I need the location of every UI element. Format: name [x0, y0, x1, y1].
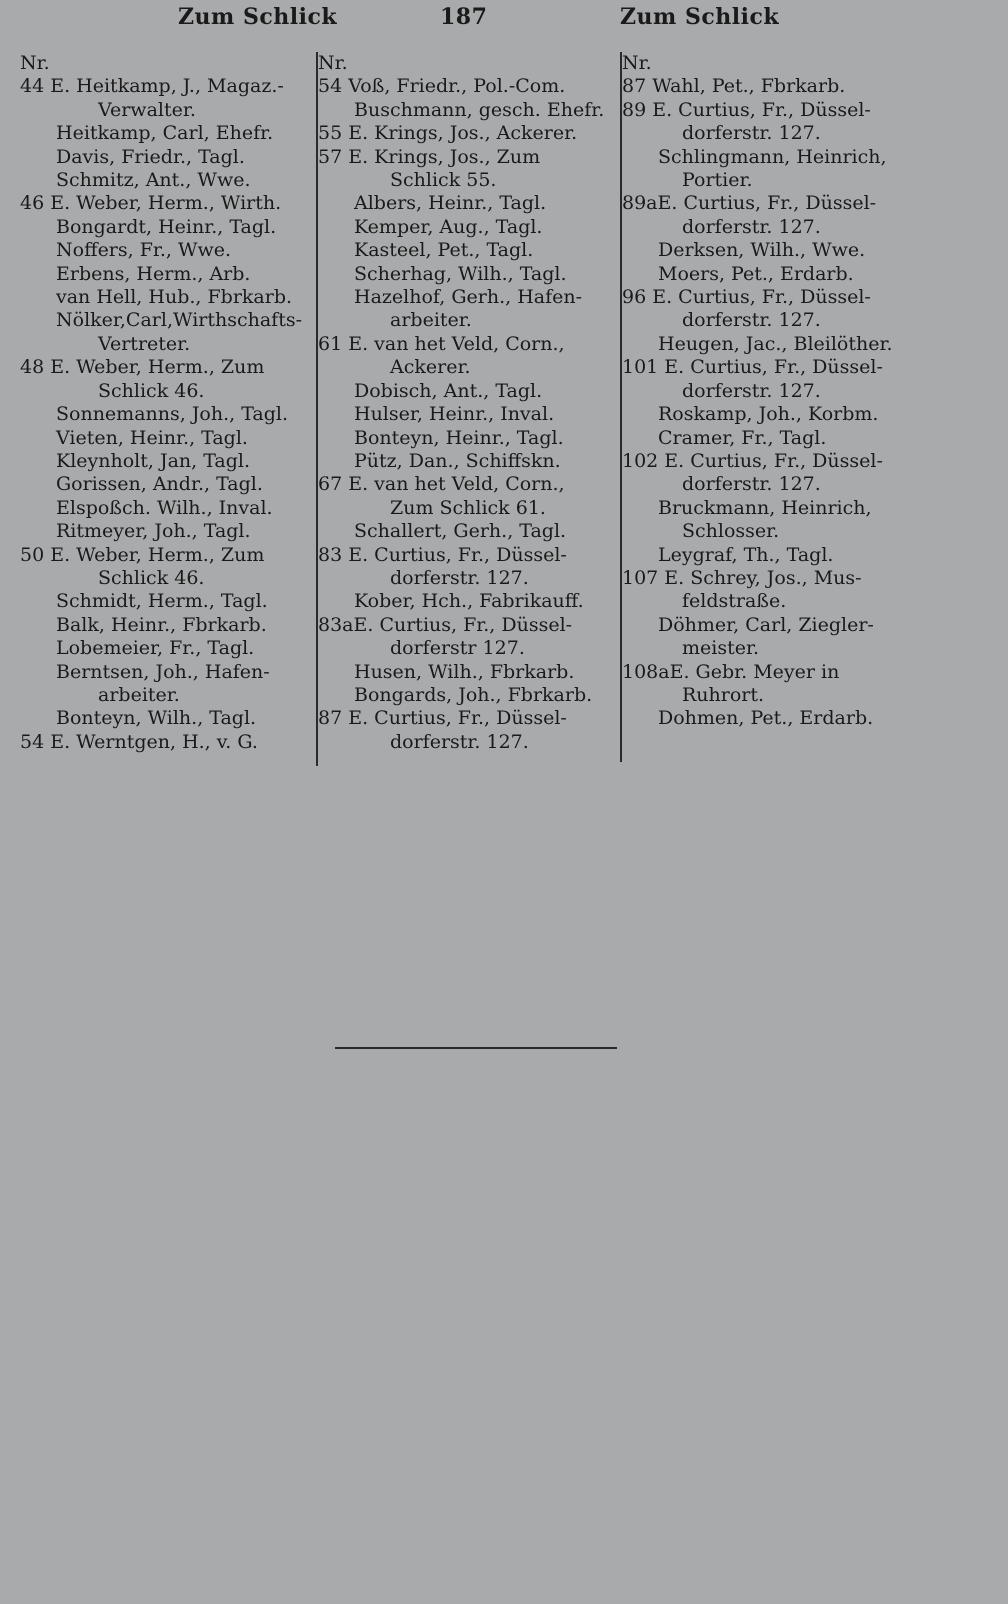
- entry-line: 89 E. Curtius, Fr., Düssel-: [622, 98, 871, 121]
- entry-line: Hazelhof, Gerh., Hafen-: [354, 286, 583, 309]
- entry-line: dorferstr. 127.: [682, 379, 821, 402]
- entry-line: 54 E. Werntgen, H., v. G.: [20, 730, 258, 753]
- entry-line: Heitkamp, Carl, Ehefr.: [56, 122, 274, 145]
- entry-line: 46 E. Weber, Herm., Wirth.: [20, 192, 282, 215]
- column-3: [622, 52, 922, 731]
- entry-line: Schallert, Gerh., Tagl.: [354, 520, 567, 543]
- entry-line: 108aE. Gebr. Meyer in: [622, 660, 840, 683]
- entry-line: Bonteyn, Heinr., Tagl.: [354, 426, 564, 449]
- entry-line: Bruckmann, Heinrich,: [658, 496, 872, 519]
- entry-line: Lobemeier, Fr., Tagl.: [56, 637, 255, 660]
- entry-line: Nölker,Carl,Wirthschafts-: [56, 309, 303, 332]
- entry-line: Hulser, Heinr., Inval.: [354, 403, 555, 426]
- entry-line: Elspoßch. Wilh., Inval.: [56, 496, 273, 519]
- entry-line: Albers, Heinr., Tagl.: [354, 192, 547, 215]
- entry-line: Berntsen, Joh., Hafen-: [56, 660, 270, 683]
- entry-line: Erbens, Herm., Arb.: [56, 262, 251, 285]
- page-number: 187: [440, 4, 488, 30]
- entry-line: dorferstr. 127.: [682, 215, 821, 238]
- entry-line: 57 E. Krings, Jos., Zum: [318, 145, 541, 168]
- entry-line: dorferstr. 127.: [682, 122, 821, 145]
- entry-line: 87 Wahl, Pet., Fbrkarb.: [622, 75, 846, 98]
- entry-line: 101 E. Curtius, Fr., Düssel-: [622, 356, 883, 379]
- entry-line: Kemper, Aug., Tagl.: [354, 215, 543, 238]
- column-heading: Nr.: [318, 52, 348, 74]
- entry-line: Verwalter.: [98, 98, 196, 121]
- entry-line: dorferstr 127.: [390, 637, 525, 660]
- entry-line: Schlick 46.: [98, 566, 205, 589]
- entry-line: Derksen, Wilh., Wwe.: [658, 239, 866, 262]
- entry-line: Kasteel, Pet., Tagl.: [354, 239, 534, 262]
- entry-line: Schlick 55.: [390, 169, 497, 192]
- entry-line: Cramer, Fr., Tagl.: [658, 426, 827, 449]
- entry-line: 87 E. Curtius, Fr., Düssel-: [318, 707, 567, 730]
- entry-line: Schmitz, Ant., Wwe.: [56, 169, 251, 192]
- entry-line: Husen, Wilh., Fbrkarb.: [354, 660, 575, 683]
- page-header: [0, 0, 1008, 40]
- entry-line: 48 E. Weber, Herm., Zum: [20, 356, 265, 379]
- entry-line: 67 E. van het Veld, Corn.,: [318, 473, 565, 496]
- entry-line: Scherhag, Wilh., Tagl.: [354, 262, 567, 285]
- entry-line: Dobisch, Ant., Tagl.: [354, 379, 543, 402]
- entry-line: dorferstr. 127.: [390, 730, 529, 753]
- entry-line: Ackerer.: [390, 356, 471, 379]
- entry-line: 55 E. Krings, Jos., Ackerer.: [318, 122, 578, 145]
- entry-line: Schlick 46.: [98, 379, 205, 402]
- entry-line: Ritmeyer, Joh., Tagl.: [56, 520, 251, 543]
- entry-line: Sonnemanns, Joh., Tagl.: [56, 403, 289, 426]
- entry-line: Buschmann, gesch. Ehefr.: [354, 98, 605, 121]
- entry-line: Moers, Pet., Erdarb.: [658, 262, 854, 285]
- entry-line: Kober, Hch., Fabrikauff.: [354, 590, 584, 613]
- entry-line: 89aE. Curtius, Fr., Düssel-: [622, 192, 877, 215]
- entry-line: 61 E. van het Veld, Corn.,: [318, 332, 565, 355]
- entry-line: feldstraße.: [682, 590, 787, 613]
- entry-line: Schlingmann, Heinrich,: [658, 145, 887, 168]
- entry-line: Balk, Heinr., Fbrkarb.: [56, 613, 267, 636]
- column-1: [20, 52, 310, 754]
- entry-line: Portier.: [682, 169, 753, 192]
- entry-line: 50 E. Weber, Herm., Zum: [20, 543, 265, 566]
- entry-line: Roskamp, Joh., Korbm.: [658, 403, 879, 426]
- entry-line: 102 E. Curtius, Fr., Düssel-: [622, 449, 883, 472]
- column-2: [318, 52, 610, 754]
- entry-line: 83aE. Curtius, Fr., Düssel-: [318, 613, 573, 636]
- entry-line: Zum Schlick 61.: [390, 496, 546, 519]
- entry-line: Davis, Friedr., Tagl.: [56, 145, 245, 168]
- entry-line: Kleynholt, Jan, Tagl.: [56, 449, 251, 472]
- entry-line: Bonteyn, Wilh., Tagl.: [56, 707, 257, 730]
- entry-line: Döhmer, Carl, Ziegler-: [658, 613, 874, 636]
- entry-line: 44 E. Heitkamp, J., Magaz.-: [20, 75, 284, 98]
- entry-line: Bongardt, Heinr., Tagl.: [56, 215, 277, 238]
- end-rule: [335, 1047, 617, 1049]
- column-heading: Nr.: [622, 52, 652, 74]
- entry-line: Schlosser.: [682, 520, 780, 543]
- entry-line: 96 E. Curtius, Fr., Düssel-: [622, 286, 871, 309]
- entry-line: Schmidt, Herm., Tagl.: [56, 590, 268, 613]
- entry-line: Dohmen, Pet., Erdarb.: [658, 707, 874, 730]
- entry-line: 83 E. Curtius, Fr., Düssel-: [318, 543, 567, 566]
- entry-line: dorferstr. 127.: [682, 309, 821, 332]
- entry-line: 54 Voß, Friedr., Pol.-Com.: [318, 75, 566, 98]
- entry-line: dorferstr. 127.: [390, 566, 529, 589]
- entry-line: Vieten, Heinr., Tagl.: [56, 426, 248, 449]
- entry-line: 107 E. Schrey, Jos., Mus-: [622, 566, 862, 589]
- entry-line: Bongards, Joh., Fbrkarb.: [354, 683, 593, 706]
- running-head-left: Zum Schlick: [178, 4, 338, 30]
- entry-line: van Hell, Hub., Fbrkarb.: [56, 286, 293, 309]
- entry-line: Ruhrort.: [682, 683, 765, 706]
- entry-line: Heugen, Jac., Bleilöther.: [658, 332, 893, 355]
- entry-line: Noffers, Fr., Wwe.: [56, 239, 232, 262]
- entry-line: meister.: [682, 637, 760, 660]
- column-heading: Nr.: [20, 52, 50, 74]
- entry-line: arbeiter.: [390, 309, 472, 332]
- entry-line: Pütz, Dan., Schiffskn.: [354, 449, 561, 472]
- entry-line: arbeiter.: [98, 683, 180, 706]
- entry-line: Vertreter.: [98, 332, 191, 355]
- entry-line: Gorissen, Andr., Tagl.: [56, 473, 263, 496]
- entry-line: dorferstr. 127.: [682, 473, 821, 496]
- running-head-right: Zum Schlick: [620, 4, 780, 30]
- entry-line: Leygraf, Th., Tagl.: [658, 543, 834, 566]
